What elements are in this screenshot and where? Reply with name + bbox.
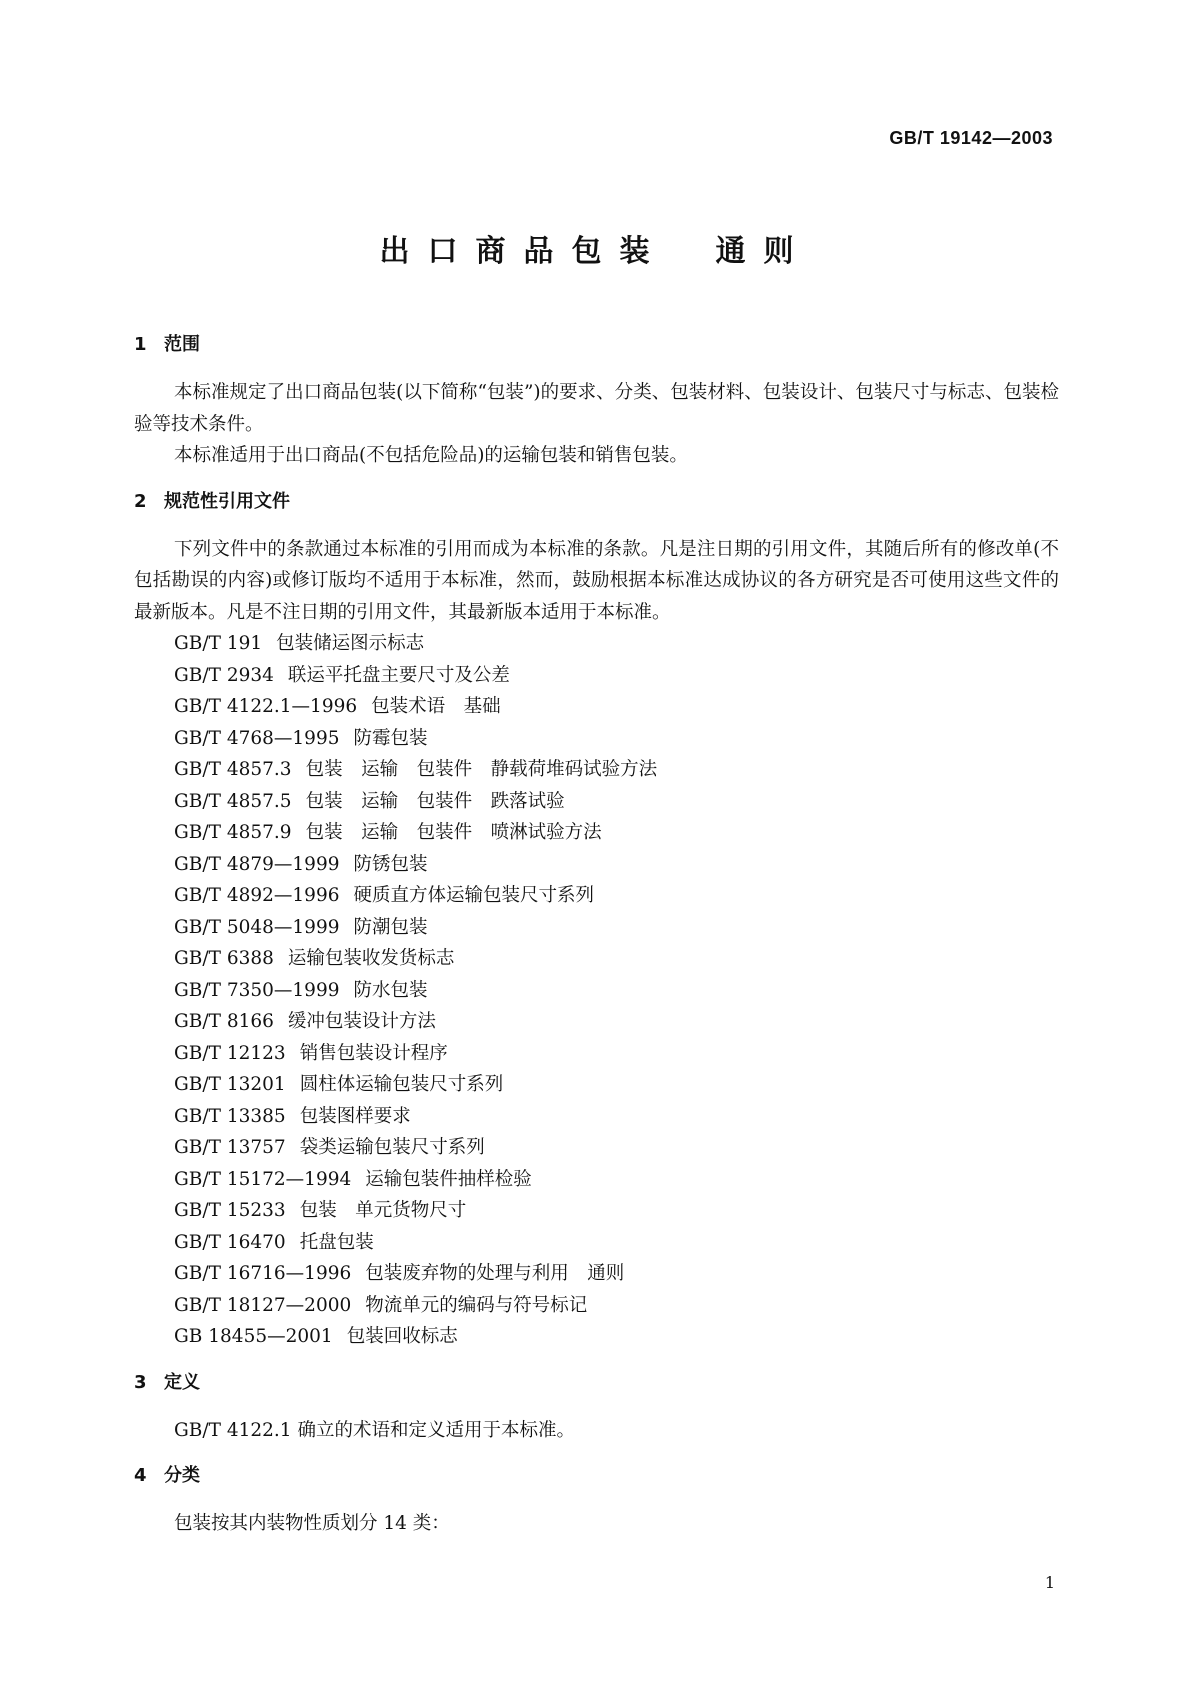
reference-title: 袋类运输包装尺寸系列 bbox=[299, 1137, 485, 1158]
reference-title: 圆柱体运输包装尺寸系列 bbox=[299, 1074, 504, 1095]
paragraph: 包装按其内装物性质划分 14 类： bbox=[174, 1513, 450, 1534]
section-number: 2 bbox=[134, 490, 147, 512]
reference-code: GB/T 4857.3 bbox=[174, 759, 292, 780]
reference-item bbox=[134, 912, 1059, 944]
reference-title: 托盘包装 bbox=[299, 1231, 374, 1253]
reference-code: GB/T 6388 bbox=[174, 948, 274, 969]
document-body bbox=[134, 330, 1059, 1540]
section-title: 分类 bbox=[164, 1465, 200, 1486]
reference-code: GB/T 4857.5 bbox=[174, 790, 292, 812]
paragraph: 下列文件中的条款通过本标准的引用而成为本标准的条款。凡是注日期的引用文件，其随后所有的修改单(不包括勘误的内容)或修订版均不适用于本标准，然而，鼓励根据本标准达成协议的各方研究是否可使用这些文件的最新版本。凡是不注日期的引用文件，其最新版本适用于本标准。 bbox=[134, 538, 1059, 623]
reference-code: GB/T 13201 bbox=[174, 1074, 286, 1095]
reference-item bbox=[134, 691, 1059, 723]
reference-item bbox=[134, 786, 1059, 818]
section-title: 定义 bbox=[164, 1371, 200, 1393]
reference-code: GB/T 2934 bbox=[174, 664, 274, 686]
paragraph: 本标准适用于出口商品(不包括危险品)的运输包装和销售包装。 bbox=[174, 445, 688, 466]
reference-title: 联运平托盘主要尺寸及公差 bbox=[287, 664, 510, 686]
section-title: 范围 bbox=[164, 334, 200, 355]
section-heading-scope bbox=[134, 330, 1059, 360]
reference-title: 运输包装件抽样检验 bbox=[365, 1168, 532, 1190]
reference-code: GB/T 7350—1999 bbox=[174, 979, 340, 1001]
reference-code: GB/T 15233 bbox=[174, 1200, 286, 1221]
reference-title: 包装图样要求 bbox=[299, 1105, 411, 1127]
reference-code: GB/T 4879—1999 bbox=[174, 853, 340, 875]
reference-code: GB/T 18127—2000 bbox=[174, 1294, 352, 1316]
reference-code: GB/T 4768—1995 bbox=[174, 727, 340, 749]
reference-title: 包装废弃物的处理与利用 通则 bbox=[365, 1263, 625, 1284]
reference-code: GB/T 8166 bbox=[174, 1011, 274, 1032]
reference-item bbox=[134, 723, 1059, 755]
reference-item bbox=[134, 1164, 1059, 1196]
reference-code: GB/T 15172—1994 bbox=[174, 1168, 352, 1190]
section-heading-classification bbox=[134, 1461, 1059, 1491]
reference-title: 防潮包装 bbox=[353, 916, 428, 938]
reference-title: 销售包装设计程序 bbox=[299, 1042, 448, 1064]
section-heading-normative-references bbox=[134, 487, 1059, 517]
paragraph: GB/T 4122.1 确立的术语和定义适用于本标准。 bbox=[174, 1419, 575, 1441]
reference-item bbox=[134, 628, 1059, 660]
reference-title: 防锈包装 bbox=[353, 853, 428, 875]
reference-item bbox=[134, 1321, 1059, 1353]
reference-code: GB/T 191 bbox=[174, 633, 263, 654]
reference-code: GB/T 16716—1996 bbox=[174, 1263, 352, 1284]
reference-title: 包装 运输 包装件 静载荷堆码试验方法 bbox=[305, 759, 658, 780]
reference-item bbox=[134, 1195, 1059, 1227]
section-title: 规范性引用文件 bbox=[164, 490, 290, 512]
reference-code: GB/T 13757 bbox=[174, 1137, 286, 1158]
reference-title: 防水包装 bbox=[353, 979, 428, 1001]
reference-item bbox=[134, 1006, 1059, 1038]
reference-code: GB/T 4122.1—1996 bbox=[174, 696, 358, 717]
reference-title: 包装 运输 包装件 喷淋试验方法 bbox=[305, 822, 602, 843]
reference-item bbox=[134, 1227, 1059, 1259]
reference-item bbox=[134, 975, 1059, 1007]
reference-title: 包装术语 基础 bbox=[371, 696, 501, 717]
page-number: 1 bbox=[1044, 1573, 1055, 1592]
reference-title: 包装回收标志 bbox=[346, 1326, 458, 1347]
reference-title: 包装储运图示标志 bbox=[276, 633, 425, 654]
section-number: 3 bbox=[134, 1371, 147, 1393]
reference-code: GB/T 13385 bbox=[174, 1105, 286, 1127]
reference-code: GB/T 4892—1996 bbox=[174, 885, 340, 906]
reference-code: GB/T 12123 bbox=[174, 1042, 286, 1064]
document-title: 出口商品包装 通则 bbox=[379, 234, 812, 269]
reference-item bbox=[134, 1290, 1059, 1322]
reference-item bbox=[134, 1132, 1059, 1164]
reference-item bbox=[134, 1038, 1059, 1070]
reference-title: 运输包装收发货标志 bbox=[287, 948, 455, 969]
reference-title: 包装 单元货物尺寸 bbox=[299, 1200, 467, 1221]
reference-code: GB 18455—2001 bbox=[174, 1326, 333, 1347]
section-number: 4 bbox=[134, 1465, 147, 1486]
reference-title: 物流单元的编码与符号标记 bbox=[365, 1294, 588, 1316]
standard-number: GB/T 19142—2003 bbox=[889, 128, 1053, 148]
section-heading-definitions bbox=[134, 1368, 1059, 1398]
reference-code: GB/T 4857.9 bbox=[174, 822, 292, 843]
reference-code: GB/T 5048—1999 bbox=[174, 916, 340, 938]
reference-code: GB/T 16470 bbox=[174, 1231, 286, 1253]
reference-title: 包装 运输 包装件 跌落试验 bbox=[305, 790, 565, 812]
reference-item bbox=[134, 1069, 1059, 1101]
paragraph: 本标准规定了出口商品包装(以下简称“包装”)的要求、分类、包装材料、包装设计、包装尺寸与标志、包装检验等技术条件。 bbox=[134, 382, 1059, 435]
reference-title: 缓冲包装设计方法 bbox=[287, 1011, 436, 1032]
reference-title: 防霉包装 bbox=[353, 727, 428, 749]
reference-item bbox=[134, 849, 1059, 881]
section-number: 1 bbox=[134, 334, 147, 355]
reference-item bbox=[134, 817, 1059, 849]
reference-list bbox=[134, 628, 1059, 1353]
reference-item bbox=[134, 754, 1059, 786]
reference-item bbox=[134, 880, 1059, 912]
reference-item bbox=[134, 1258, 1059, 1290]
reference-title: 硬质直方体运输包装尺寸系列 bbox=[353, 885, 595, 906]
reference-item bbox=[134, 943, 1059, 975]
reference-item bbox=[134, 1101, 1059, 1133]
reference-item bbox=[134, 660, 1059, 692]
